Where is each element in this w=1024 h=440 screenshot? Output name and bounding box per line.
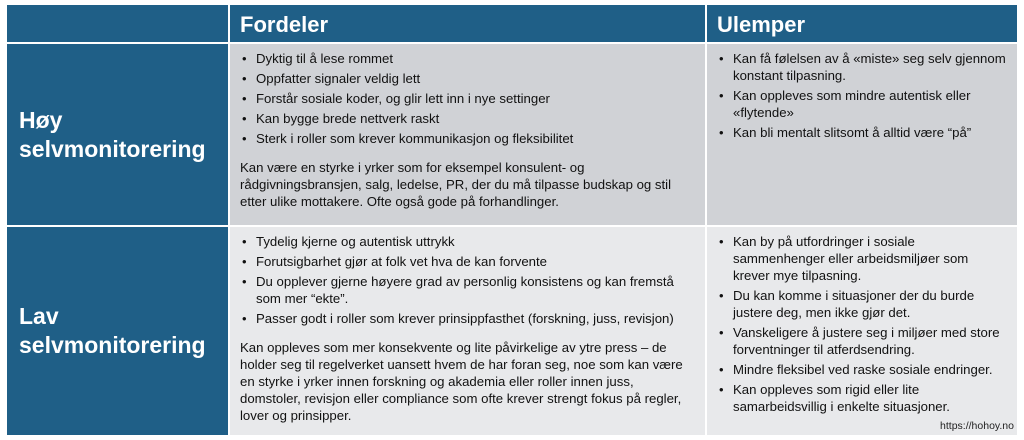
list-item xyxy=(240,273,695,307)
bullet-list xyxy=(717,233,1007,415)
header-fordeler: Fordeler xyxy=(229,4,706,43)
bullet-icon: • xyxy=(719,51,724,66)
row-label-line: selvmonitorering xyxy=(19,135,206,162)
list-item-text: Mindre fleksibel ved raske sosiale endringer. xyxy=(733,362,993,377)
row-label-line: selvmonitorering xyxy=(19,332,206,358)
cell-paragraph: Kan være en styrke i yrker som for eksempel konsulent- og rådgivningsbransjen, salg, ledelse, PR, der du må tilpasse budskap og stil etter ulike mottakere. Ofte også gode på forhandlinger. xyxy=(240,160,672,209)
bullet-icon: • xyxy=(242,131,247,146)
list-item xyxy=(240,90,695,107)
bullet-icon: • xyxy=(719,362,724,377)
bullet-icon: • xyxy=(242,111,247,126)
list-item xyxy=(717,50,1007,84)
list-item xyxy=(717,233,1007,284)
comparison-table xyxy=(5,3,1019,437)
list-item-text: Du opplever gjerne høyere grad av personlig konsistens og kan fremstå som mer “ekte”. xyxy=(256,274,674,306)
bullet-icon: • xyxy=(719,325,724,340)
bullet-icon: • xyxy=(719,382,724,397)
cell-paragraph: Kan oppleves som mer konsekvente og lite påvirkelige av ytre press – de holder seg til regelverket uansett hvem de har foran seg, noe som kan være en styrke i yrker innen forskning og akademia eller roller innen juss, domstoler, revisjon eller compliance som ofte krever strengt fokus på regler, lover og prinsipper. xyxy=(240,340,683,423)
bullet-icon: • xyxy=(719,234,724,249)
bullet-icon: • xyxy=(719,88,724,103)
bullet-list xyxy=(240,233,695,327)
list-item xyxy=(717,87,1007,121)
list-item-text: Kan oppleves som rigid eller lite samarbeidsvillig i enkelte situasjoner. xyxy=(733,382,950,414)
list-item-text: Du kan komme i situasjoner der du burde justere deg, men ikke gjør det. xyxy=(733,288,975,320)
row-label-hoy xyxy=(6,43,229,226)
list-item xyxy=(240,110,695,127)
header-row xyxy=(6,4,1018,43)
list-item-text: Forutsigbarhet gjør at folk vet hva de kan forvente xyxy=(256,254,548,269)
list-item-text: Kan bygge brede nettverk raskt xyxy=(256,111,440,126)
cell-lav-ulemper xyxy=(706,226,1018,436)
cell-hoy-ulemper xyxy=(706,43,1018,226)
row-label-line: Lav xyxy=(19,303,59,329)
bullet-list xyxy=(717,50,1007,141)
source-url: https://hohoy.no xyxy=(940,420,1014,432)
list-item-text: Kan bli mentalt slitsomt å alltid være “på” xyxy=(733,125,972,140)
list-item xyxy=(240,130,695,147)
cell-lav-fordeler xyxy=(229,226,706,436)
bullet-icon: • xyxy=(719,288,724,303)
list-item-text: Passer godt i roller som krever prinsippfasthet (forskning, juss, revisjon) xyxy=(256,311,674,326)
list-item xyxy=(240,310,695,327)
bullet-list xyxy=(240,50,695,147)
list-item xyxy=(240,50,695,67)
header-ulemper: Ulemper xyxy=(706,4,1018,43)
list-item-text: Dyktig til å lese rommet xyxy=(256,51,394,66)
list-item-text: Kan by på utfordringer i sosiale sammenhenger eller arbeidsmiljøer som krever mye tilpasning. xyxy=(733,234,969,283)
bullet-icon: • xyxy=(242,234,247,249)
bullet-icon: • xyxy=(242,91,247,106)
list-item-text: Kan få følelsen av å «miste» seg selv gjennom konstant tilpasning. xyxy=(733,51,1006,83)
bullet-icon: • xyxy=(719,125,724,140)
row-label-line: Høy xyxy=(19,106,63,133)
list-item xyxy=(717,287,1007,321)
list-item-text: Kan oppleves som mindre autentisk eller «flytende» xyxy=(733,88,971,120)
list-item xyxy=(240,70,695,87)
list-item-text: Forstår sosiale koder, og glir lett inn i nye settinger xyxy=(256,91,550,106)
header-corner xyxy=(6,4,229,43)
list-item xyxy=(240,233,695,250)
list-item xyxy=(717,324,1007,358)
list-item xyxy=(717,381,1007,415)
row-label-lav xyxy=(6,226,229,436)
cell-hoy-fordeler xyxy=(229,43,706,226)
bullet-icon: • xyxy=(242,51,247,66)
list-item-text: Tydelig kjerne og autentisk uttrykk xyxy=(256,234,455,249)
list-item xyxy=(717,361,1007,378)
bullet-icon: • xyxy=(242,71,247,86)
table-row-hoy xyxy=(6,43,1018,226)
list-item-text: Vanskeligere å justere seg i miljøer med store forventninger til atferdsendring. xyxy=(733,325,1000,357)
table-row-lav xyxy=(6,226,1018,436)
list-item-text: Sterk i roller som krever kommunikasjon og fleksibilitet xyxy=(256,131,574,146)
bullet-icon: • xyxy=(242,254,247,269)
list-item xyxy=(717,124,1007,141)
bullet-icon: • xyxy=(242,311,247,326)
bullet-icon: • xyxy=(242,274,247,289)
list-item-text: Oppfatter signaler veldig lett xyxy=(256,71,421,86)
list-item xyxy=(240,253,695,270)
